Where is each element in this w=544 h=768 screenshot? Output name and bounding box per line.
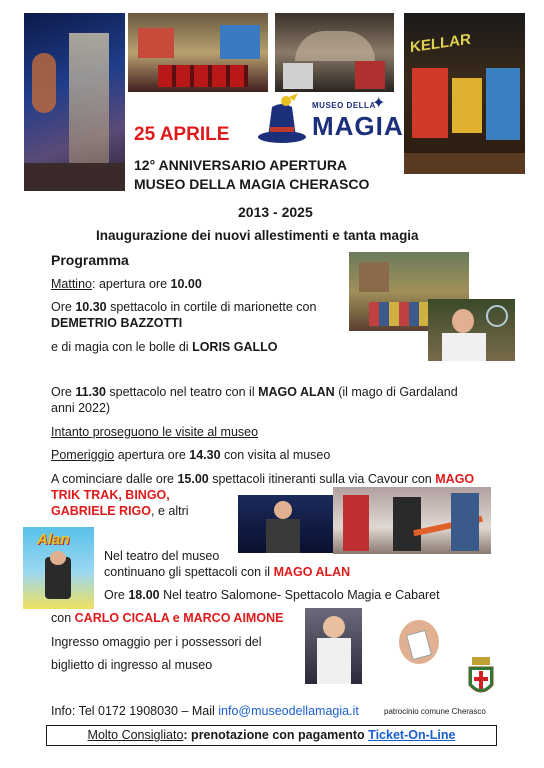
email-link[interactable]: info@museodellamagia.it — [218, 704, 359, 718]
l1-pre: Ore — [51, 300, 76, 314]
event-date: 25 APRILE — [134, 124, 230, 145]
museum-hall-photo — [275, 13, 394, 92]
museo-magia-logo — [256, 93, 404, 145]
anniversary-line-1: 12° ANNIVERSARIO APERTURA — [134, 157, 348, 173]
cicala-photo — [305, 608, 362, 684]
l4-text: A cominciare dalle ore — [51, 472, 178, 486]
pom-text: apertura ore — [114, 448, 190, 462]
ingresso-line-1: Ingresso omaggio per i possessori del — [51, 635, 262, 649]
pom-after: con visita al museo — [220, 448, 331, 462]
gabriele-rigo: GABRIELE RIGO — [51, 504, 152, 518]
booking-box — [46, 725, 497, 746]
mago-alan-poster — [23, 527, 94, 609]
bolle-line — [51, 339, 277, 355]
mago-alan-2: MAGO ALAN — [273, 565, 351, 579]
l3-text: spettacolo nel teatro con il — [105, 385, 259, 399]
gabriele-line — [51, 503, 189, 519]
teatro-line — [51, 384, 458, 400]
l1-time: 10.30 — [75, 300, 107, 314]
nel-teatro-line: Nel teatro del museo — [104, 549, 220, 563]
l1-text: spettacolo in cortile di marionette con — [106, 300, 317, 314]
l3-after: (il mago di Gardaland — [334, 385, 458, 399]
mattino-text: : apertura ore — [92, 277, 171, 291]
l4-after: spettacoli itineranti sulla via Cavour con — [208, 472, 436, 486]
trik-trak-bingo: TRIK TRAK, BINGO, — [51, 488, 170, 502]
years-range: 2013 - 2025 — [238, 204, 313, 220]
mattino-line — [51, 276, 202, 292]
tagline: Inaugurazione dei nuovi allestimenti e tanta magia — [96, 228, 419, 243]
cicala-line — [51, 610, 283, 626]
star-icon: ✦ — [372, 95, 386, 112]
cicala-aimone: CARLO CICALA e MARCO AIMONE — [74, 611, 284, 625]
l6-text: Nel teatro Salomone- Spettacolo Magia e Cabaret — [159, 588, 440, 602]
street-performers-photo — [333, 487, 491, 554]
bubble-magician-photo — [428, 299, 515, 361]
patrocinio-text: patrocinio comune Cherasco — [384, 707, 486, 716]
program-title: Programma — [51, 252, 129, 268]
mago-alan-1: MAGO ALAN — [258, 385, 335, 399]
continuano-line — [104, 564, 350, 580]
logo-small-text: MUSEO DELLA — [312, 101, 376, 110]
anniversary-line-2: MUSEO DELLA MAGIA CHERASCO — [134, 176, 370, 192]
mattino-label: Mattino — [51, 277, 92, 291]
alan-badge: Alan — [37, 531, 70, 548]
booking-text: : prenotazione con pagamento — [183, 728, 369, 742]
theatre-seats-photo — [128, 13, 268, 92]
l7-pre: con — [51, 611, 75, 625]
intanto-line: Intanto proseguono le visite al museo — [51, 425, 259, 439]
ingresso-line-2: biglietto di ingresso al museo — [51, 658, 213, 672]
info-text: Info: Tel 0172 1908030 – Mail — [51, 704, 219, 718]
l2-text: e di magia con le bolle di — [51, 340, 193, 354]
marionette-line — [51, 299, 316, 315]
pomeriggio-label: Pomeriggio — [51, 448, 115, 462]
info-line — [51, 703, 359, 719]
l3-time: 11.30 — [75, 385, 106, 399]
cherasco-crest-icon — [466, 657, 496, 699]
altri-text: , e altri — [151, 504, 189, 518]
magician-stage-photo — [238, 495, 333, 553]
kellar-sign: KELLAR — [410, 30, 471, 57]
mago-red: MAGO — [435, 472, 475, 486]
teatro-line-2: anni 2022) — [51, 401, 111, 415]
kellar-gallery-photo — [404, 13, 525, 174]
pom-time: 14.30 — [189, 448, 221, 462]
pomeriggio-line — [51, 447, 330, 463]
itineranti-line — [51, 471, 474, 487]
loris-name: LORIS GALLO — [192, 340, 278, 354]
aimone-card-photo — [379, 608, 461, 675]
l6-pre: Ore — [104, 588, 129, 602]
logo-big-text: MAGIA — [312, 111, 404, 141]
demetrio-name: DEMETRIO BAZZOTTI — [51, 316, 183, 330]
street-night-photo — [24, 13, 125, 191]
booking-label: Molto Consigliato — [87, 728, 184, 742]
magic-hat-icon — [256, 93, 308, 145]
l3-pre: Ore — [51, 385, 76, 399]
l4-time: 15.00 — [177, 472, 209, 486]
ticket-online-link[interactable]: Ticket-On-Line — [368, 728, 456, 742]
l5-pre: continuano gli spettacoli con il — [104, 565, 274, 579]
salomone-line — [104, 587, 440, 603]
mattino-time: 10.00 — [170, 277, 202, 291]
l6-time: 18.00 — [128, 588, 160, 602]
